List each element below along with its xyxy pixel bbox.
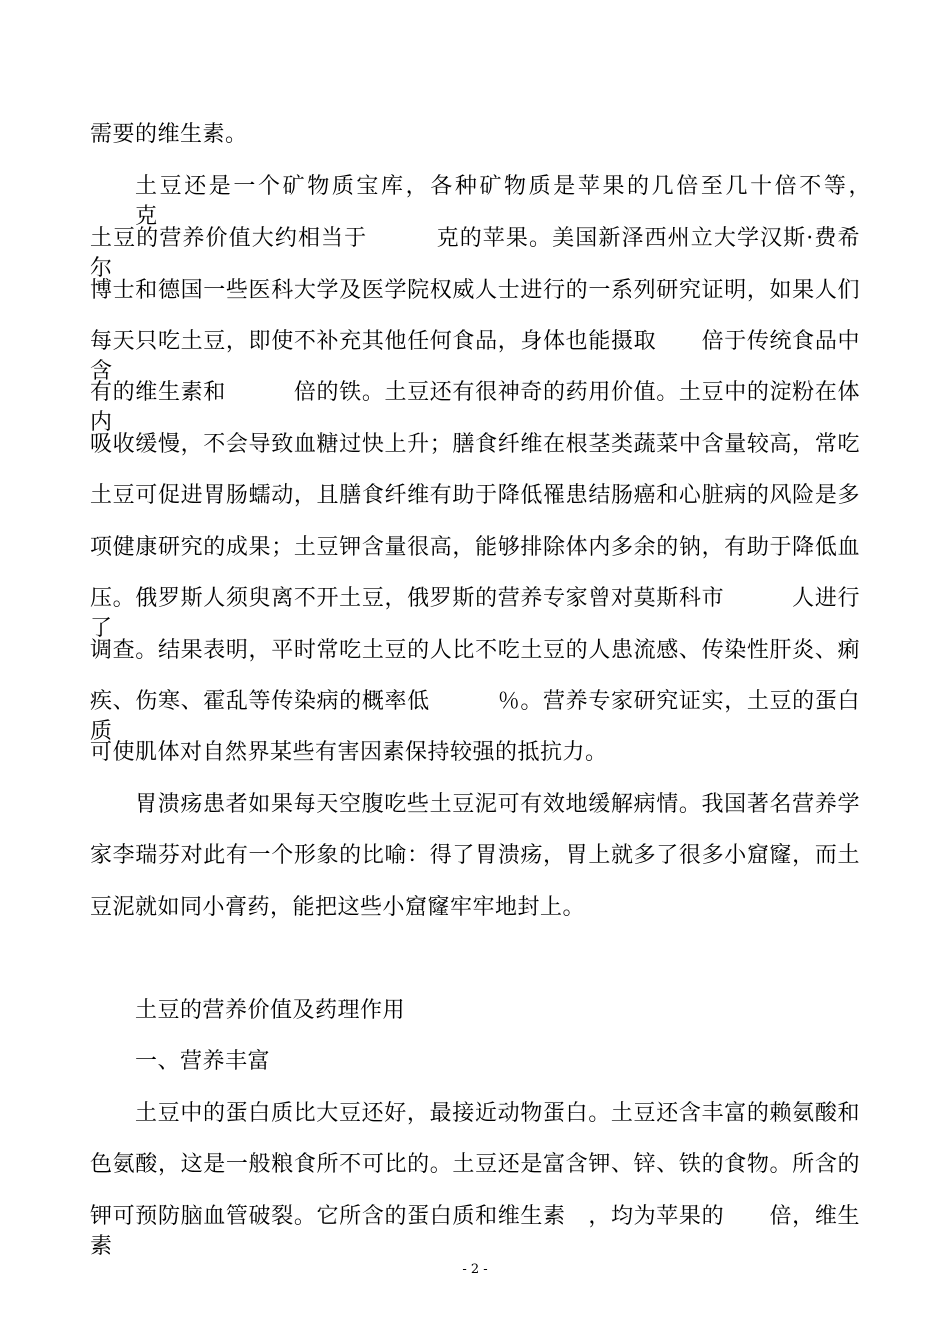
paragraph-line: 项健康研究的成果；土豆钾含量很高，能够排除体内多余的钠，有助于降低血 [90,535,860,560]
paragraph-line: 可使肌体对自然界某些有害因素保持较强的抵抗力。 [90,740,608,765]
paragraph-line: 压。俄罗斯人须臾离不开土豆，俄罗斯的营养专家曾对莫斯科市 人进行了 [90,586,860,641]
paragraph-line: 疾、伤寒、霍乱等传染病的概率低 ％。营养专家研究证实，土豆的蛋白质 [90,689,860,744]
paragraph-line: 调查。结果表明，平时常吃土豆的人比不吃土豆的人患流感、传染性肝炎、痢 [90,638,860,663]
paragraph-line: 家李瑞芬对此有一个形象的比喻：得了胃溃疡，胃上就多了很多小窟窿，而土 [90,843,860,868]
subsection-heading: 一、营养丰富 [135,1049,271,1074]
page-number: - 2 - [462,1262,488,1277]
paragraph-line: 吸收缓慢，不会导致血糖过快上升；膳食纤维在根茎类蔬菜中含量较高，常吃 [90,432,860,457]
paragraph-line: 土豆的营养价值大约相当于 克的苹果。美国新泽西州立大学汉斯·费希尔 [90,226,860,281]
paragraph-line: 色氨酸，这是一般粮食所不可比的。土豆还是富含钾、锌、铁的食物。所含的 [90,1152,860,1177]
paragraph-line: 钾可预防脑血管破裂。它所含的蛋白质和维生素 ，均为苹果的 倍，维生素 [90,1204,860,1259]
paragraph-line: 土豆可促进胃肠蠕动，且膳食纤维有助于降低罹患结肠癌和心脏病的风险是多 [90,483,860,508]
paragraph-line: 需要的维生素。 [90,122,248,147]
section-heading: 土豆的营养价值及药理作用 [135,998,406,1023]
paragraph-line: 有的维生素和 倍的铁。土豆还有很神奇的药用价值。土豆中的淀粉在体内 [90,380,860,435]
paragraph-line: 土豆还是一个矿物质宝库，各种矿物质是苹果的几倍至几十倍不等， 克 [135,174,906,229]
paragraph-line: 胃溃疡患者如果每天空腹吃些土豆泥可有效地缓解病情。我国著名营养学 [135,792,860,817]
paragraph-line: 豆泥就如同小膏药，能把这些小窟窿牢牢地封上。 [90,895,586,920]
paragraph-line: 土豆中的蛋白质比大豆还好，最接近动物蛋白。土豆还含丰富的赖氨酸和 [135,1101,860,1126]
paragraph-line: 每天只吃土豆，即使不补充其他任何食品，身体也能摄取 倍于传统食品中含 [90,329,860,384]
paragraph-line: 博士和德国一些医科大学及医学院权威人士进行的一系列研究证明，如果人们 [90,278,860,303]
